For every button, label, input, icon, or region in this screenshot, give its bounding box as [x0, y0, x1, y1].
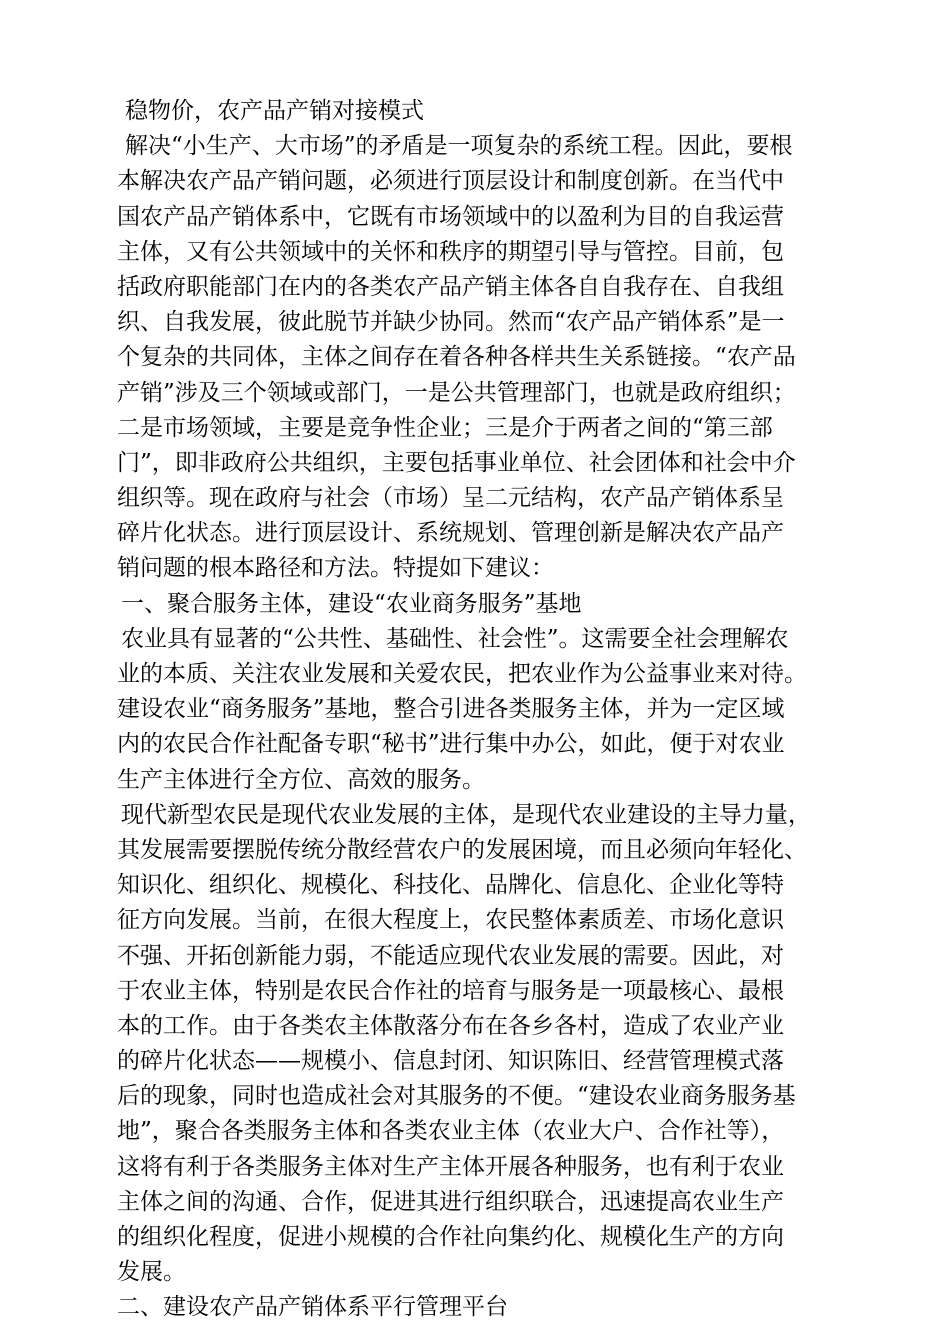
paragraph-3 [117, 798, 833, 1291]
paragraph-line: 国农产品产销体系中，它既有市场领域中的以盈利为目的自我运营 [117, 203, 784, 230]
paragraph-line: 主体，又有公共领域中的关怀和秩序的期望引导与管控。目前，包 [117, 238, 784, 265]
paragraph-line: 个复杂的共同体，主体之间存在着各种各样共生关系链接。“农产品 [117, 344, 796, 371]
paragraph-line: 其发展需要摆脱传统分散经营农户的发展困境，而且必须向年轻化、 [117, 836, 807, 863]
paragraph-line: 生产主体进行全方位、高效的服务。 [117, 766, 485, 793]
paragraph-line: 这将有利于各类服务主体对生产主体开展各种服务，也有利于农业 [117, 1153, 784, 1180]
paragraph-line: 本解决农产品产销问题，必须进行顶层设计和制度创新。在当代中 [117, 168, 784, 195]
paragraph-line: 建设农业“商务服务”基地，整合引进各类服务主体，并为一定区域 [117, 696, 785, 723]
paragraph-line: 括政府职能部门在内的各类农产品产销主体各自自我存在、自我组 [117, 273, 784, 300]
paragraph-line: 组织等。现在政府与社会（市场）呈二元结构，农产品产销体系呈 [117, 485, 784, 512]
paragraph-line: 产销”涉及三个领域或部门，一是公共管理部门，也就是政府组织； [117, 379, 796, 406]
paragraph-line: 主体之间的沟通、合作，促进其进行组织联合，迅速提高农业生产 [117, 1188, 784, 1215]
paragraph-line: 织、自我发展，彼此脱节并缺少协同。然而“农产品产销体系”是一 [117, 309, 785, 336]
document-title: 稳物价，农产品产销对接模式 [125, 98, 424, 124]
paragraph-line: 知识化、组织化、规模化、科技化、品牌化、信息化、企业化等特 [117, 872, 784, 899]
paragraph-line: 本的工作。由于各类农主体散落分布在各乡各村，造成了农业产业 [117, 1012, 784, 1039]
paragraph-1 [117, 129, 833, 586]
paragraph-line: 地”，聚合各类服务主体和各类农业主体（农业大户、合作社等）， [117, 1118, 785, 1145]
paragraph-line: 农业具有显著的“公共性、基础性、社会性”。这需要全社会理解农 [121, 625, 789, 652]
section-heading-2: 二、建设农产品产销体系平行管理平台 [117, 1294, 508, 1321]
paragraph-line: 后的现象，同时也造成社会对其服务的不便。“建设农业商务服务基 [117, 1083, 796, 1110]
paragraph-line: 解决“小生产、大市场”的矛盾是一项复杂的系统工程。因此，要根 [125, 133, 793, 160]
paragraph-line: 的组织化程度，促进小规模的合作社向集约化、规模化生产的方向 [117, 1224, 784, 1250]
paragraph-line: 碎片化状态。进行顶层设计、系统规划、管理创新是解决农产品产 [117, 520, 784, 547]
paragraph-line: 业的本质、关注农业发展和关爱农民，把农业作为公益事业来对待。 [117, 661, 807, 687]
document-page [117, 94, 833, 1326]
paragraph-line: 的碎片化状态——规模小、信息封闭、知识陈旧、经营管理模式落 [117, 1048, 784, 1075]
paragraph-line: 发展。 [117, 1259, 186, 1286]
paragraph-line: 门”，即非政府公共组织，主要包括事业单位、社会团体和社会中介 [117, 449, 796, 476]
paragraph-line: 征方向发展。当前，在很大程度上，农民整体素质差、市场化意识 [117, 907, 784, 934]
paragraph-2 [117, 622, 833, 798]
paragraph-line: 二是市场领域，主要是竞争性企业；三是介于两者之间的“第三部 [117, 414, 773, 441]
paragraph-line: 于农业主体，特别是农民合作社的培育与服务是一项最核心、最根 [117, 977, 784, 1004]
paragraph-line: 内的农民合作社配备专职“秘书”进行集中办公，如此，便于对农业 [117, 731, 785, 758]
paragraph-line: 不强、开拓创新能力弱，不能适应现代农业发展的需要。因此，对 [117, 942, 784, 969]
paragraph-line: 销问题的根本路径和方法。特提如下建议： [117, 555, 554, 582]
section-heading-1: 一、聚合服务主体，建设“农业商务服务”基地 [121, 590, 582, 617]
paragraph-line: 现代新型农民是现代农业发展的主体，是现代农业建设的主导力量， [121, 801, 811, 828]
